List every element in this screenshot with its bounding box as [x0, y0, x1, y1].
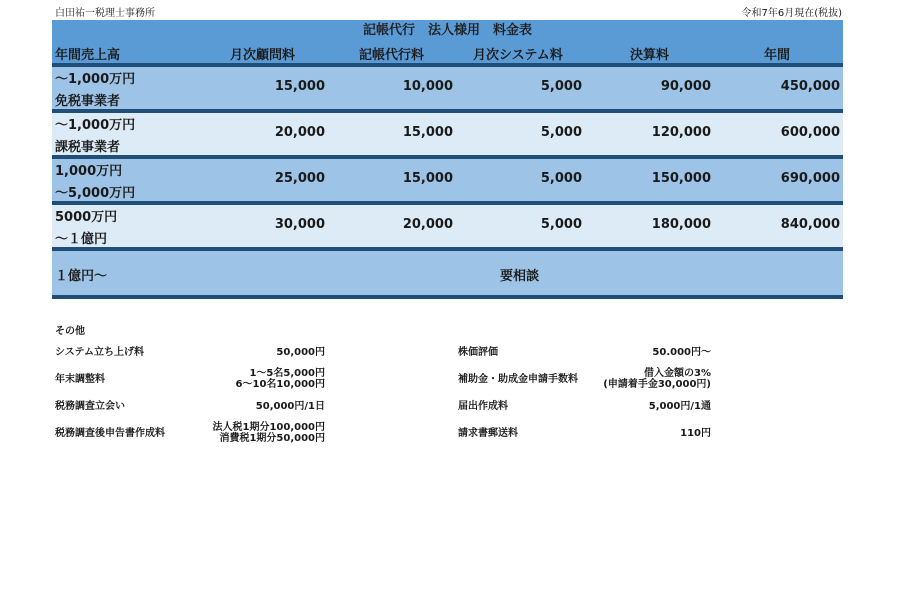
cell-annual: 690,000: [780, 171, 840, 186]
col-settlement: 決算料: [630, 48, 670, 63]
col-bookkeeping: 記帳代行料: [359, 48, 425, 63]
other-fee-value: 法人税1期分100,000円: [212, 422, 325, 433]
row-sales-range-end: ～１億円: [55, 232, 108, 247]
cell-bookkeeping: 20,000: [402, 217, 453, 232]
table-row-consult: [52, 247, 843, 299]
col-annual: 年間: [764, 48, 791, 63]
row-tax-status: 免税事業者: [55, 94, 121, 109]
fee-table: [52, 20, 843, 299]
cell-monthly-system: 5,000: [540, 171, 582, 186]
other-fee-value: 借入金額の3%: [644, 368, 711, 379]
consult-note: 要相談: [500, 269, 540, 284]
cell-settlement: 150,000: [651, 171, 711, 186]
row-sales-range: 1,000万円: [55, 164, 123, 179]
other-fee-value-line2: (申請着手金30,000円): [603, 379, 711, 390]
col-annual-sales: 年間売上高: [55, 48, 121, 63]
other-fee-value: 110円: [680, 428, 711, 439]
other-fee-value-line2: 6～10名10,000円: [235, 379, 325, 390]
other-fee-label: 補助金・助成金申請手数料: [458, 374, 578, 385]
row-sales-range: ～1,000万円: [55, 118, 136, 133]
cell-settlement: 90,000: [660, 79, 711, 94]
cell-monthly-system: 5,000: [540, 217, 582, 232]
cell-annual: 600,000: [780, 125, 840, 140]
other-fee-label: システム立ち上げ料: [55, 347, 144, 358]
cell-monthly-system: 5,000: [540, 125, 582, 140]
date-note: 令和7年6月現在(税抜): [741, 8, 842, 19]
other-fee-label: 年末調整料: [55, 374, 105, 385]
cell-monthly-advisory: 15,000: [274, 79, 325, 94]
other-fee-value: 50.000円～: [652, 347, 711, 358]
table-row: [52, 63, 843, 109]
table-row: [52, 109, 843, 155]
cell-annual: 840,000: [780, 217, 840, 232]
row-sales-range: ～1,000万円: [55, 72, 136, 87]
col-monthly-advisory: 月次顧問料: [230, 48, 296, 63]
other-fee-label: 株価評価: [458, 347, 498, 358]
row-sales-range: 5000万円: [55, 210, 118, 225]
row-sales-range-end: ～5,000万円: [55, 186, 136, 201]
cell-bookkeeping: 10,000: [402, 79, 453, 94]
row-sales-range: １億円～: [55, 269, 108, 284]
other-fee-value: 50,000円/1日: [255, 401, 325, 412]
table-title: 記帳代行 法人様用 料金表: [52, 20, 843, 41]
table-row: [52, 201, 843, 247]
other-fee-value-line2: 消費税1期分50,000円: [219, 433, 325, 444]
cell-bookkeeping: 15,000: [402, 171, 453, 186]
column-header-row: [52, 41, 843, 63]
cell-monthly-system: 5,000: [540, 79, 582, 94]
office-name: 白田祐一税理士事務所: [55, 8, 155, 19]
other-fee-value: 5,000円/1通: [648, 401, 711, 412]
cell-settlement: 120,000: [651, 125, 711, 140]
other-fee-label: 税務調査後申告書作成料: [55, 428, 165, 439]
cell-monthly-advisory: 30,000: [274, 217, 325, 232]
other-fee-label: 税務調査立会い: [55, 401, 125, 412]
other-fee-label: 届出作成料: [458, 401, 508, 412]
other-fee-value: 1～5名5,000円: [249, 368, 325, 379]
cell-monthly-advisory: 25,000: [274, 171, 325, 186]
cell-settlement: 180,000: [651, 217, 711, 232]
cell-bookkeeping: 15,000: [402, 125, 453, 140]
other-fees-heading: その他: [55, 326, 85, 337]
cell-annual: 450,000: [780, 79, 840, 94]
col-monthly-system: 月次システム料: [473, 48, 563, 63]
row-tax-status: 課税事業者: [55, 140, 121, 155]
cell-monthly-advisory: 20,000: [274, 125, 325, 140]
other-fee-value: 50,000円: [276, 347, 325, 358]
table-row: [52, 155, 843, 201]
other-fee-label: 請求書郵送料: [458, 428, 518, 439]
